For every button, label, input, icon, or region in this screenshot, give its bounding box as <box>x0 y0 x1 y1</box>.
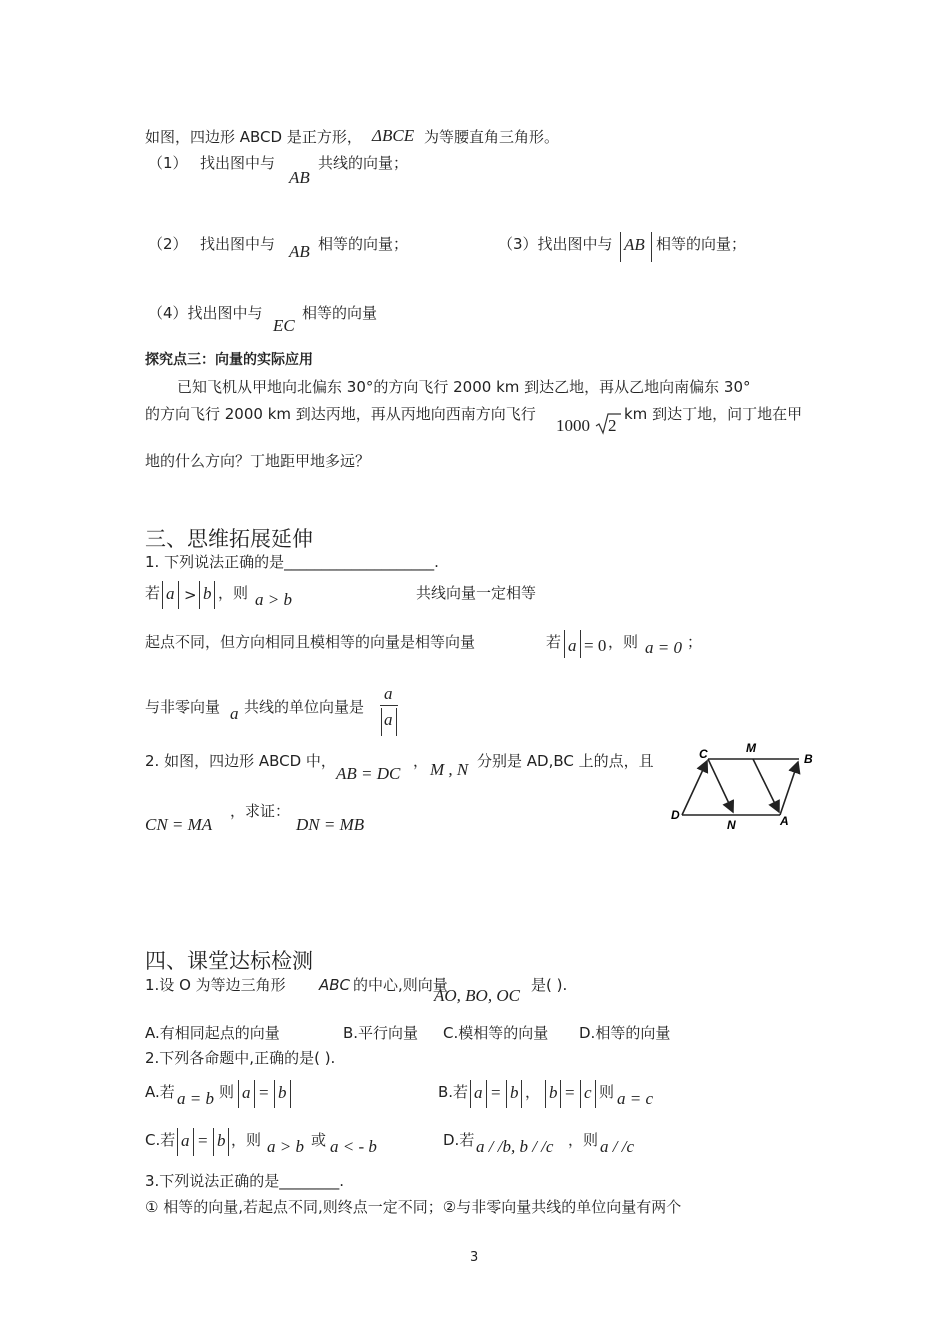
s4-q1-math: AO, BO, OC <box>434 986 520 1005</box>
page-number: 3 <box>470 1250 479 1265</box>
s4-q1-opt-c: C.模相等的向量 <box>443 1024 549 1042</box>
quadrilateral-figure <box>668 738 818 834</box>
q4-vector-ec: EC <box>273 316 295 335</box>
abs-bar-left <box>620 232 621 262</box>
abs-bar <box>580 630 581 658</box>
p2-math1: AB = DC <box>336 764 401 783</box>
explore3-line1: 已知飞机从甲地向北偏东 30°的方向飞行 2000 km 到达乙地，再从乙地向南偏东 30° <box>177 378 751 396</box>
abs-bar <box>178 581 179 609</box>
p2-a: 2. 如图，四边形 ABCD 中， <box>145 752 336 770</box>
abs-bar <box>228 1128 229 1156</box>
q2b-m2: b <box>510 1083 519 1102</box>
abs-bar <box>162 581 163 609</box>
explore3-heading: 探究点三：向量的实际应用 <box>145 352 313 368</box>
opt-d-m2: a = 0 <box>645 638 682 657</box>
opt-e-math: a <box>230 704 239 723</box>
opt-e-num: a <box>384 684 393 703</box>
q2a-m2: a <box>242 1083 251 1102</box>
abs-bar <box>486 1080 487 1108</box>
vector-dc <box>682 761 707 815</box>
abs-bar <box>470 1080 471 1108</box>
opt-b: 共线向量一定相等 <box>416 584 537 602</box>
abs-bar <box>560 1080 561 1108</box>
q2b-m3: b <box>549 1083 558 1102</box>
vector-ma <box>753 759 779 812</box>
opt-a-mid: ，则 <box>218 584 249 602</box>
p2-math2: M , N <box>430 760 469 779</box>
problem-intro-text-a: 如图，四边形 ABCD 是正方形， <box>145 128 362 146</box>
p2-comma: ， <box>413 752 429 770</box>
q1-text-b: 共线的向量； <box>318 154 409 172</box>
q2-text-b: 相等的向量； <box>318 235 409 253</box>
q2a-eq: = <box>259 1083 269 1102</box>
abs-bar-right <box>651 232 652 262</box>
abs-bar <box>595 1080 596 1108</box>
q2c-or: 或 <box>311 1131 327 1149</box>
abs-bar <box>254 1080 255 1108</box>
explore3-line2-num: 1000 <box>556 416 590 435</box>
vector-cn <box>708 759 733 812</box>
q2b-m5: a = c <box>617 1089 654 1108</box>
explore3-line2-rad: 2 <box>608 416 617 435</box>
opt-a-m1: a <box>166 584 175 603</box>
opt-d-pre: 若 <box>546 633 562 651</box>
q3-vector-ab: AB <box>624 235 645 254</box>
abs-bar <box>177 1128 178 1156</box>
q2b-comma: ， <box>525 1083 541 1101</box>
section4-heading: 四、课堂达标检测 <box>145 949 313 973</box>
s4-q1-opt-d: D.相等的向量 <box>579 1024 671 1042</box>
p2-math4: DN = MB <box>296 815 365 834</box>
q2c-mid: ，则 <box>231 1131 262 1149</box>
q2d-m2: a / /c <box>600 1137 634 1156</box>
s4-q1-a: 1.设 O 为等边三角形 <box>145 976 286 994</box>
q2a-m3: b <box>278 1083 287 1102</box>
opt-a-m2: b <box>203 584 212 603</box>
abs-bar <box>238 1080 239 1108</box>
label-a: A <box>780 814 789 828</box>
triangle-bce-math: ΔBCE <box>372 126 415 145</box>
q3-text-b: 相等的向量； <box>656 235 747 253</box>
q4-text-b: 相等的向量 <box>302 304 378 322</box>
q2c-m4: a < - b <box>330 1137 377 1156</box>
opt-a-gt: > <box>184 586 197 604</box>
opt-d-eq: = 0 <box>584 636 607 655</box>
abs-bar <box>545 1080 546 1108</box>
q3-text-a: （3）找出图中与 <box>498 235 613 253</box>
problem-intro-text-b: 为等腰直角三角形。 <box>424 128 560 146</box>
q2-vector-ab: AB <box>289 242 310 261</box>
q2c-m1: a <box>181 1131 190 1150</box>
abs-bar <box>193 1128 194 1156</box>
q2c-eq: = <box>198 1131 208 1150</box>
q2b-m4: c <box>584 1083 592 1102</box>
q2a-mid: 则 <box>219 1083 235 1101</box>
section3-p1: 1. 下列说法正确的是____________________. <box>145 553 439 571</box>
label-c: C <box>699 747 708 761</box>
abs-bar <box>506 1080 507 1108</box>
p2-c: ，求证： <box>230 802 291 820</box>
p2-b: 分别是 AD,BC 上的点，且 <box>477 752 654 770</box>
opt-a-m3: a > b <box>255 590 292 609</box>
abs-bar <box>381 708 382 736</box>
label-b: B <box>804 752 813 766</box>
q2c-m2: b <box>217 1131 226 1150</box>
s4-q1-opt-a: A.有相同起点的向量 <box>145 1024 280 1042</box>
q2c-m3: a > b <box>267 1137 304 1156</box>
q2a-pre: A.若 <box>145 1083 175 1101</box>
section3-heading: 三、思维拓展延伸 <box>145 527 313 551</box>
abs-bar <box>564 630 565 658</box>
q2b-pre: B.若 <box>438 1083 469 1101</box>
s4-q2: 2.下列各命题中,正确的是( ). <box>145 1049 336 1067</box>
opt-d-end: ； <box>687 633 703 651</box>
opt-d-m1: a <box>568 636 577 655</box>
q4-text-a: （4）找出图中与 <box>148 304 263 322</box>
q2d-mid: ，则 <box>568 1131 599 1149</box>
label-d: D <box>671 808 680 822</box>
s4-q1-b: 的中心,则向量 <box>353 976 448 994</box>
opt-a-pre: 若 <box>145 584 161 602</box>
explore3-line3: 地的什么方向？丁地距甲地多远？ <box>145 452 371 470</box>
q2b-mid: 则 <box>599 1083 615 1101</box>
q2a-m1: a = b <box>177 1089 214 1108</box>
s4-q1-abc: ABC <box>319 976 351 994</box>
abs-bar <box>521 1080 522 1108</box>
q1-text-a: 找出图中与 <box>200 154 276 172</box>
s4-q3-line: ① 相等的向量,若起点不同,则终点一定不同；②与非零向量共线的单位向量有两个 <box>145 1198 682 1216</box>
q2b-eq2: = <box>565 1083 575 1102</box>
opt-e-den: a <box>384 710 393 729</box>
opt-e-b: 共线的单位向量是 <box>244 698 365 716</box>
label-m: M <box>746 741 756 755</box>
q2b-m1: a <box>474 1083 483 1102</box>
label-n: N <box>727 818 736 832</box>
abs-bar <box>290 1080 291 1108</box>
explore3-line2-b: km 到达丁地，问丁地在甲 <box>624 405 803 423</box>
abs-bar <box>214 581 215 609</box>
abs-bar <box>274 1080 275 1108</box>
abs-bar <box>199 581 200 609</box>
vector-ab <box>780 762 798 815</box>
q2b-eq1: = <box>491 1083 501 1102</box>
q1-vector-ab: AB <box>289 168 310 187</box>
s4-q3: 3.下列说法正确的是________. <box>145 1172 345 1190</box>
opt-d-mid: ，则 <box>608 633 639 651</box>
q2c-pre: C.若 <box>145 1131 176 1149</box>
explore3-line2-a: 的方向飞行 2000 km 到达丙地，再从丙地向西南方向飞行 <box>145 405 536 423</box>
q2-text-a: 找出图中与 <box>200 235 276 253</box>
p2-math3: CN = MA <box>145 815 213 834</box>
q2d-pre: D.若 <box>443 1131 475 1149</box>
abs-bar <box>580 1080 581 1108</box>
fraction-line <box>380 705 398 706</box>
s4-q1-c: 是( ). <box>531 976 568 994</box>
q2d-m1: a / /b, b / /c <box>476 1137 554 1156</box>
s4-q1-opt-b: B.平行向量 <box>343 1024 419 1042</box>
abs-bar <box>213 1128 214 1156</box>
q2-number: （2） <box>148 235 188 253</box>
opt-e-a: 与非零向量 <box>145 698 221 716</box>
opt-c: 起点不同，但方向相同且模相等的向量是相等向量 <box>145 633 476 651</box>
q1-number: （1） <box>148 154 188 172</box>
abs-bar <box>396 708 397 736</box>
